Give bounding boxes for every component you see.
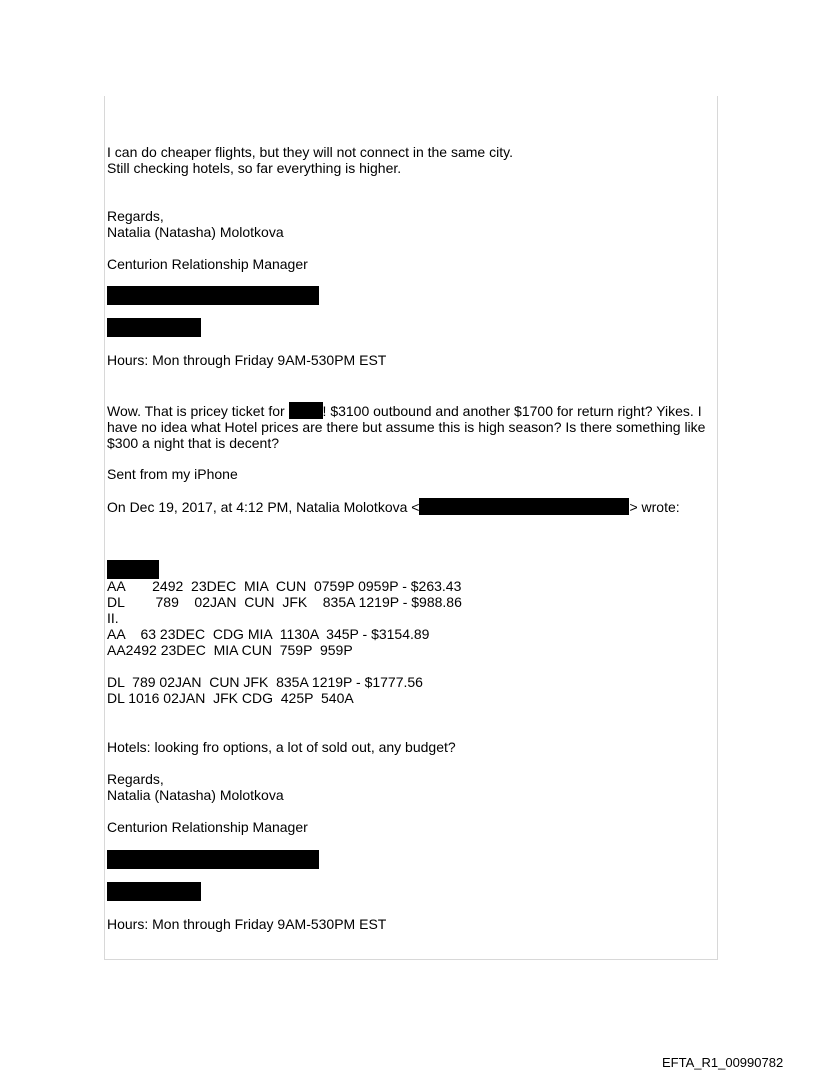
itinerary-line: AA 63 23DEC CDG MIA 1130A 345P - $3154.89: [107, 626, 430, 642]
itinerary-line: DL 789 02JAN CUN JFK 835A 1219P - $1777.56: [107, 674, 423, 690]
itinerary-line: DL 789 02JAN CUN JFK 835A 1219P - $988.86: [107, 594, 462, 610]
inline-redaction: [289, 402, 323, 419]
reply-signature: Sent from my iPhone: [107, 466, 238, 482]
redaction-block: [107, 560, 159, 579]
message2-hotels: Hotels: looking fro options, a lot of sold out, any budget?: [107, 739, 456, 755]
message1-sender-name: Natalia (Natasha) Molotkova: [107, 224, 284, 240]
inline-redaction: [419, 498, 629, 515]
redaction-block: [107, 850, 319, 869]
itinerary-option-label: II.: [107, 610, 119, 626]
document-id: EFTA_R1_00990782: [662, 1055, 784, 1070]
reply-body: [107, 402, 713, 451]
reply-text-start: Wow. That is pricey ticket for: [107, 403, 289, 419]
itinerary-line: AA2492 23DEC MIA CUN 759P 959P: [107, 642, 353, 658]
message2-sender-title: Centurion Relationship Manager: [107, 819, 308, 835]
redaction-block: [107, 318, 201, 337]
message1-line2: Still checking hotels, so far everything is higher.: [107, 160, 402, 176]
itinerary-line: AA 2492 23DEC MIA CUN 0759P 0959P - $263.43: [107, 578, 462, 594]
message1-sender-title: Centurion Relationship Manager: [107, 256, 308, 272]
message1-line1: I can do cheaper flights, but they will not connect in the same city.: [107, 144, 513, 160]
message2-regards: Regards,: [107, 771, 164, 787]
redaction-block: [107, 286, 319, 305]
message1-regards: Regards,: [107, 208, 164, 224]
itinerary-line: DL 1016 02JAN JFK CDG 425P 540A: [107, 690, 354, 706]
message2-sender-name: Natalia (Natasha) Molotkova: [107, 787, 284, 803]
message1-hours: Hours: Mon through Friday 9AM-530PM EST: [107, 352, 387, 368]
quote-header: [107, 498, 680, 515]
redaction-block: [107, 882, 201, 901]
quote-header-end: > wrote:: [629, 499, 680, 515]
reply-text-end: ! $3100 outbound and another $1700 for return right? Yikes. I have no idea what Hotel prices are there but assume this is high season? Is there something like $300 a night that is decent?: [107, 403, 706, 451]
message2-hours: Hours: Mon through Friday 9AM-530PM EST: [107, 916, 387, 932]
quote-header-start: On Dec 19, 2017, at 4:12 PM, Natalia Molotkova <: [107, 499, 420, 515]
